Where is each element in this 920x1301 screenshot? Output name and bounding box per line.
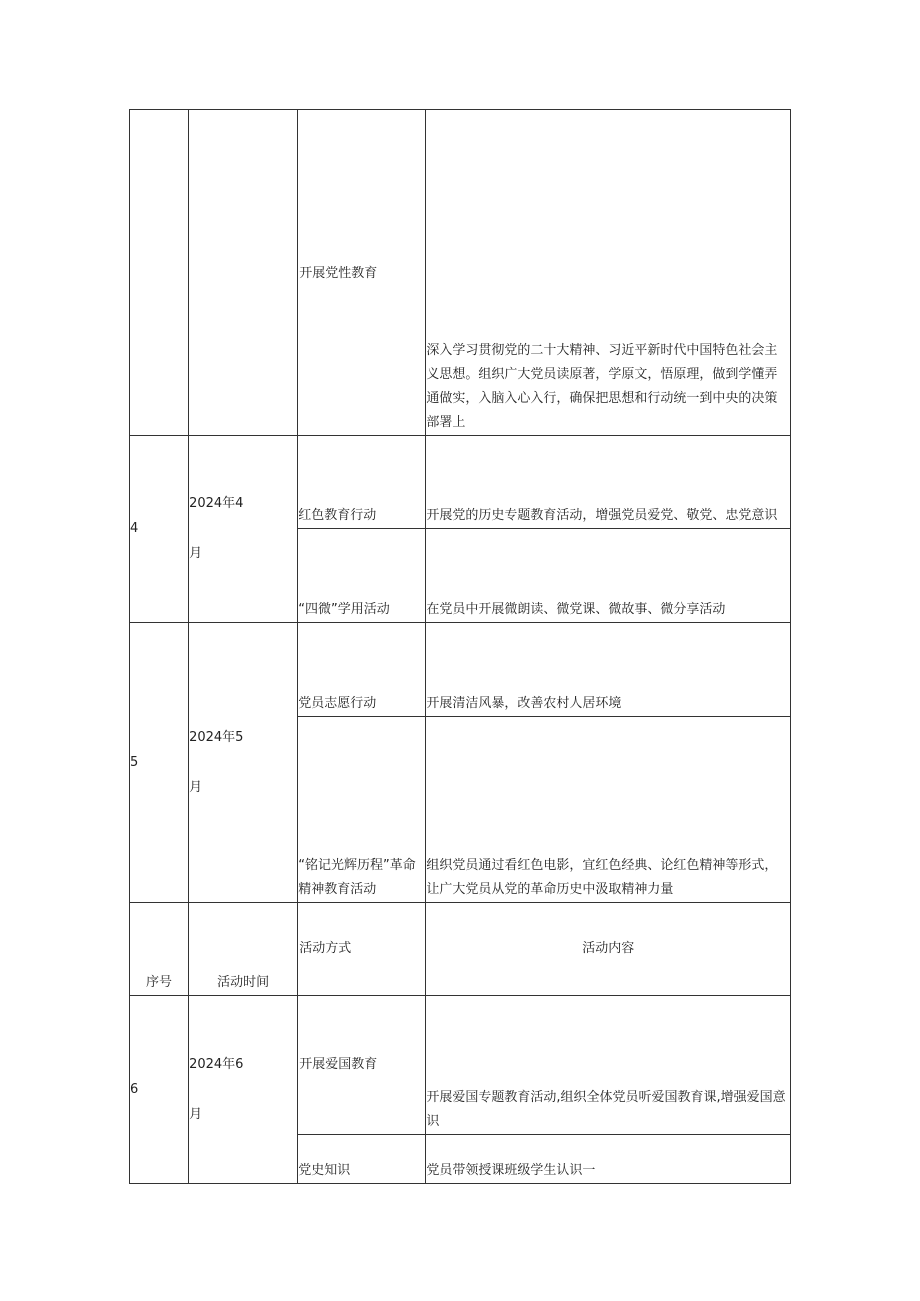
time-line: 月: [189, 546, 203, 561]
method-text: 开展党性教育: [299, 266, 378, 281]
method-cell: [298, 717, 426, 903]
no-cell: [130, 436, 189, 623]
content-text: 深入学习贯彻党的二十大精神、习近平新时代中国特色社会主义思想。组织广大党员读原著，学原文，悟原理，做到学懂弄通做实，入脑入心入行，确保把思想和行动统一到中央的决策部署上: [426, 343, 778, 430]
time-line: 月: [189, 1106, 203, 1122]
time-cell: [189, 996, 298, 1184]
content-text: 党员带领授课班级学生认识一: [426, 1163, 596, 1178]
header-time: 活动时间: [217, 975, 270, 990]
method-text: 红色教育行动: [298, 508, 377, 523]
content-cell: [426, 623, 791, 717]
content-text: 开展爱国专题教育活动,组织全体党员听爱国教育课,增强爱国意识: [426, 1090, 786, 1129]
method-text: 党史知识: [298, 1163, 351, 1178]
table-row: [130, 436, 791, 529]
method-text: “铭记光辉历程”革命精神教育活动: [298, 858, 416, 897]
no-cell: [130, 996, 189, 1184]
content-text: 组织党员通过看红色电影，宜红色经典、论红色精神等形式，让广大党员从党的革命历史中汲取精神力量: [426, 858, 778, 897]
time-cell: [189, 623, 298, 903]
time-line: 2024年6: [189, 1056, 244, 1072]
time-line: 2024年5: [189, 729, 244, 745]
table-header-row: [130, 903, 791, 996]
header-cell-method: [298, 903, 426, 996]
method-text: 党员志愿行动: [298, 696, 377, 711]
method-cell: [298, 529, 426, 623]
table-row: [130, 623, 791, 717]
method-text: 开展爱国教育: [299, 1057, 378, 1072]
row-number: 6: [130, 1081, 139, 1097]
header-content: 活动内容: [582, 941, 635, 956]
content-cell: [426, 529, 791, 623]
header-cell-time: [189, 903, 298, 996]
method-text: “四微”学用活动: [298, 602, 390, 617]
content-text: 开展清洁风暴，改善农村人居环境: [426, 696, 622, 711]
table-row: [130, 110, 791, 436]
time-line: 月: [189, 779, 203, 795]
content-cell: [426, 996, 791, 1135]
time-cell: [189, 110, 298, 436]
method-cell: [298, 1135, 426, 1184]
no-cell: [130, 110, 189, 436]
method-cell: [298, 996, 426, 1135]
header-method: 活动方式: [299, 941, 352, 956]
content-cell: [426, 436, 791, 529]
content-text: 开展党的历史专题教育活动，增强党员爱党、敬党、忠党意识: [426, 508, 778, 523]
content-cell: [426, 1135, 791, 1184]
row-number: 5: [130, 754, 139, 770]
method-cell: [298, 436, 426, 529]
header-no: 序号: [146, 975, 173, 990]
row-number: 4: [130, 521, 139, 536]
content-text: 在党员中开展微朗读、微党课、微故事、微分享活动: [426, 602, 726, 617]
no-cell: [130, 623, 189, 903]
header-cell-no: [130, 903, 189, 996]
method-cell: [298, 110, 426, 436]
time-line: 2024年4: [189, 496, 244, 511]
time-cell: [189, 436, 298, 623]
activity-plan-table: [129, 109, 791, 1184]
header-cell-content: [426, 903, 791, 996]
content-cell: [426, 717, 791, 903]
method-cell: [298, 623, 426, 717]
content-cell: [426, 110, 791, 436]
table-row: [130, 996, 791, 1135]
